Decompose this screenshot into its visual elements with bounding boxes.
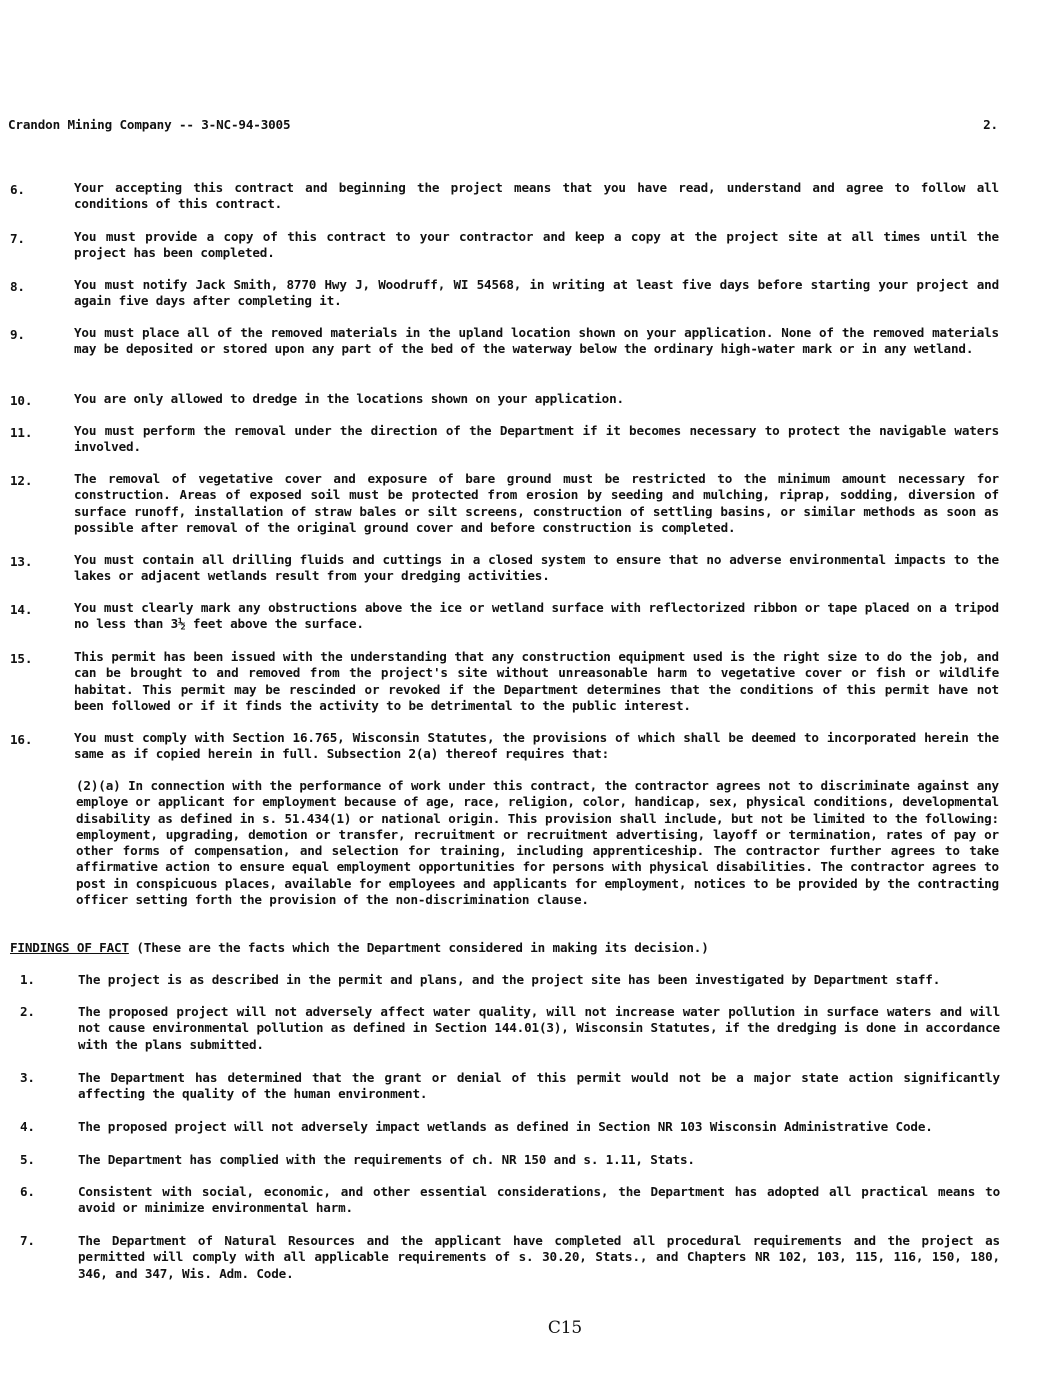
condition-number: 13. bbox=[10, 554, 33, 569]
page-header bbox=[8, 117, 998, 135]
finding-number: 4. bbox=[20, 1119, 35, 1134]
finding-text: The proposed project will not adversely affect water quality, will not increase water pollution in surface waters and will not cause environmental pollution as defined in Section 144.01(3), Wisconsin Statutes, if the dredging is done in accordance with the plans submitted. bbox=[78, 1004, 1000, 1052]
findings-heading bbox=[10, 940, 1000, 956]
finding-number: 7. bbox=[20, 1233, 35, 1248]
header-title: Crandon Mining Company -- 3-NC-94-3005 bbox=[8, 117, 291, 132]
finding-text: Consistent with social, economic, and other essential considerations, the Department has adopted all practical means to avoid or minimize environmental harm. bbox=[78, 1184, 1000, 1216]
condition-text: This permit has been issued with the understanding that any construction equipment used is the right size to do the job, and can be brought to and removed from the project's site without unreasonable harm to vegetative cover or fish or wildlife habitat. This permit may be rescinded or revoked if the Department determines that the conditions of this permit have not been followed or if it finds the activity to be detrimental to the public interest. bbox=[74, 649, 999, 713]
condition-number: 8. bbox=[10, 279, 25, 294]
condition-number: 14. bbox=[10, 602, 33, 617]
finding-text: The project is as described in the permit and plans, and the project site has been investigated by Department staff. bbox=[78, 972, 941, 987]
condition-number: 10. bbox=[10, 393, 33, 408]
condition-number: 9. bbox=[10, 327, 25, 342]
finding-number: 6. bbox=[20, 1184, 35, 1199]
finding-text: The proposed project will not adversely impact wetlands as defined in Section NR 103 Wisconsin Administrative Code. bbox=[78, 1119, 933, 1134]
condition-text: You must perform the removal under the direction of the Department if it becomes necessary to protect the navigable waters involved. bbox=[74, 423, 999, 455]
finding-number: 3. bbox=[20, 1070, 35, 1085]
condition-text: You must place all of the removed materials in the upland location shown on your application. None of the removed materials may be deposited or stored upon any part of the bed of the waterway below the ordinary high-water mark or in any wetland. bbox=[74, 325, 999, 357]
findings-intro: (These are the facts which the Department considered in making its decision.) bbox=[128, 940, 709, 955]
condition-text: You must provide a copy of this contract to your contractor and keep a copy at the project site at all times until the project has been completed. bbox=[74, 229, 999, 261]
condition-text: You must contain all drilling fluids and cuttings in a closed system to ensure that no adverse environmental impacts to the lakes or adjacent wetlands result from your dredging activities. bbox=[74, 552, 999, 584]
condition-text: You must notify Jack Smith, 8770 Hwy J, Woodruff, WI 54568, in writing at least five days before starting your project and again five days after completing it. bbox=[74, 277, 999, 309]
condition-text: Your accepting this contract and beginning the project means that you have read, understand and agree to follow all conditions of this contract. bbox=[74, 180, 999, 212]
condition-number: 11. bbox=[10, 425, 33, 440]
condition-text: You must comply with Section 16.765, Wisconsin Statutes, the provisions of which shall be deemed to incorporated herein the same as if copied herein in full. Subsection 2(a) thereof requires that: bbox=[74, 730, 999, 762]
page-footer-code: C15 bbox=[547, 1318, 583, 1338]
findings-title: FINDINGS OF FACT bbox=[10, 940, 129, 955]
condition-number: 16. bbox=[10, 732, 33, 747]
condition-text: You must clearly mark any obstructions above the ice or wetland surface with reflectorized ribbon or tape placed on a tripod no less than 3½ feet above the surface. bbox=[74, 600, 999, 632]
condition-number: 15. bbox=[10, 651, 33, 666]
condition-text: The removal of vegetative cover and exposure of bare ground must be restricted to the minimum amount necessary for construction. Areas of exposed soil must be protected from erosion by seeding and mulching, riprap, sodding, diversion of surface runoff, installation of straw bales or silt screens, construction of settling basins, or similar methods as soon as possible after removal of the original ground cover and before construction is completed. bbox=[74, 471, 999, 535]
finding-text: The Department has complied with the requirements of ch. NR 150 and s. 1.11, Stats. bbox=[78, 1152, 695, 1167]
finding-number: 1. bbox=[20, 972, 35, 987]
subsection-text: (2)(a) In connection with the performance of work under this contract, the contractor agrees not to discriminate against any employe or applicant for employment because of age, race, religion, color, handicap, sex, physical conditions, developmental disability as defined in s. 51.434(1) or national origin. This provision shall include, but not be limited to the following: employment, upgrading, demotion or transfer, recruitment or recruitment advertising, layoff or termination, rates of pay or other forms of compensation, and selection for training, including apprenticeship. The contractor further agrees to take affirmative action to ensure equal employment opportunities for persons with physical disabilities. The contractor agrees to post in conspicuous places, available for employees and applicants for employment, notices to be provided by the contracting officer setting forth the provision of the non-discrimination clause. bbox=[76, 778, 999, 908]
condition-number: 7. bbox=[10, 231, 25, 246]
page-number: 2. bbox=[983, 117, 998, 132]
finding-text: The Department of Natural Resources and the applicant have completed all procedural requirements and the project as permitted will comply with all applicable requirements of s. 30.20, Stats., and Chapters NR 102, 103, 115, 116, 150, 180, 346, and 347, Wis. Adm. Code. bbox=[78, 1233, 1000, 1281]
finding-text: The Department has determined that the grant or denial of this permit would not be a major state action significantly affecting the quality of the human environment. bbox=[78, 1070, 1000, 1102]
finding-number: 2. bbox=[20, 1004, 35, 1019]
finding-number: 5. bbox=[20, 1152, 35, 1167]
condition-number: 6. bbox=[10, 182, 25, 197]
condition-text: You are only allowed to dredge in the locations shown on your application. bbox=[74, 391, 624, 406]
condition-number: 12. bbox=[10, 473, 33, 488]
